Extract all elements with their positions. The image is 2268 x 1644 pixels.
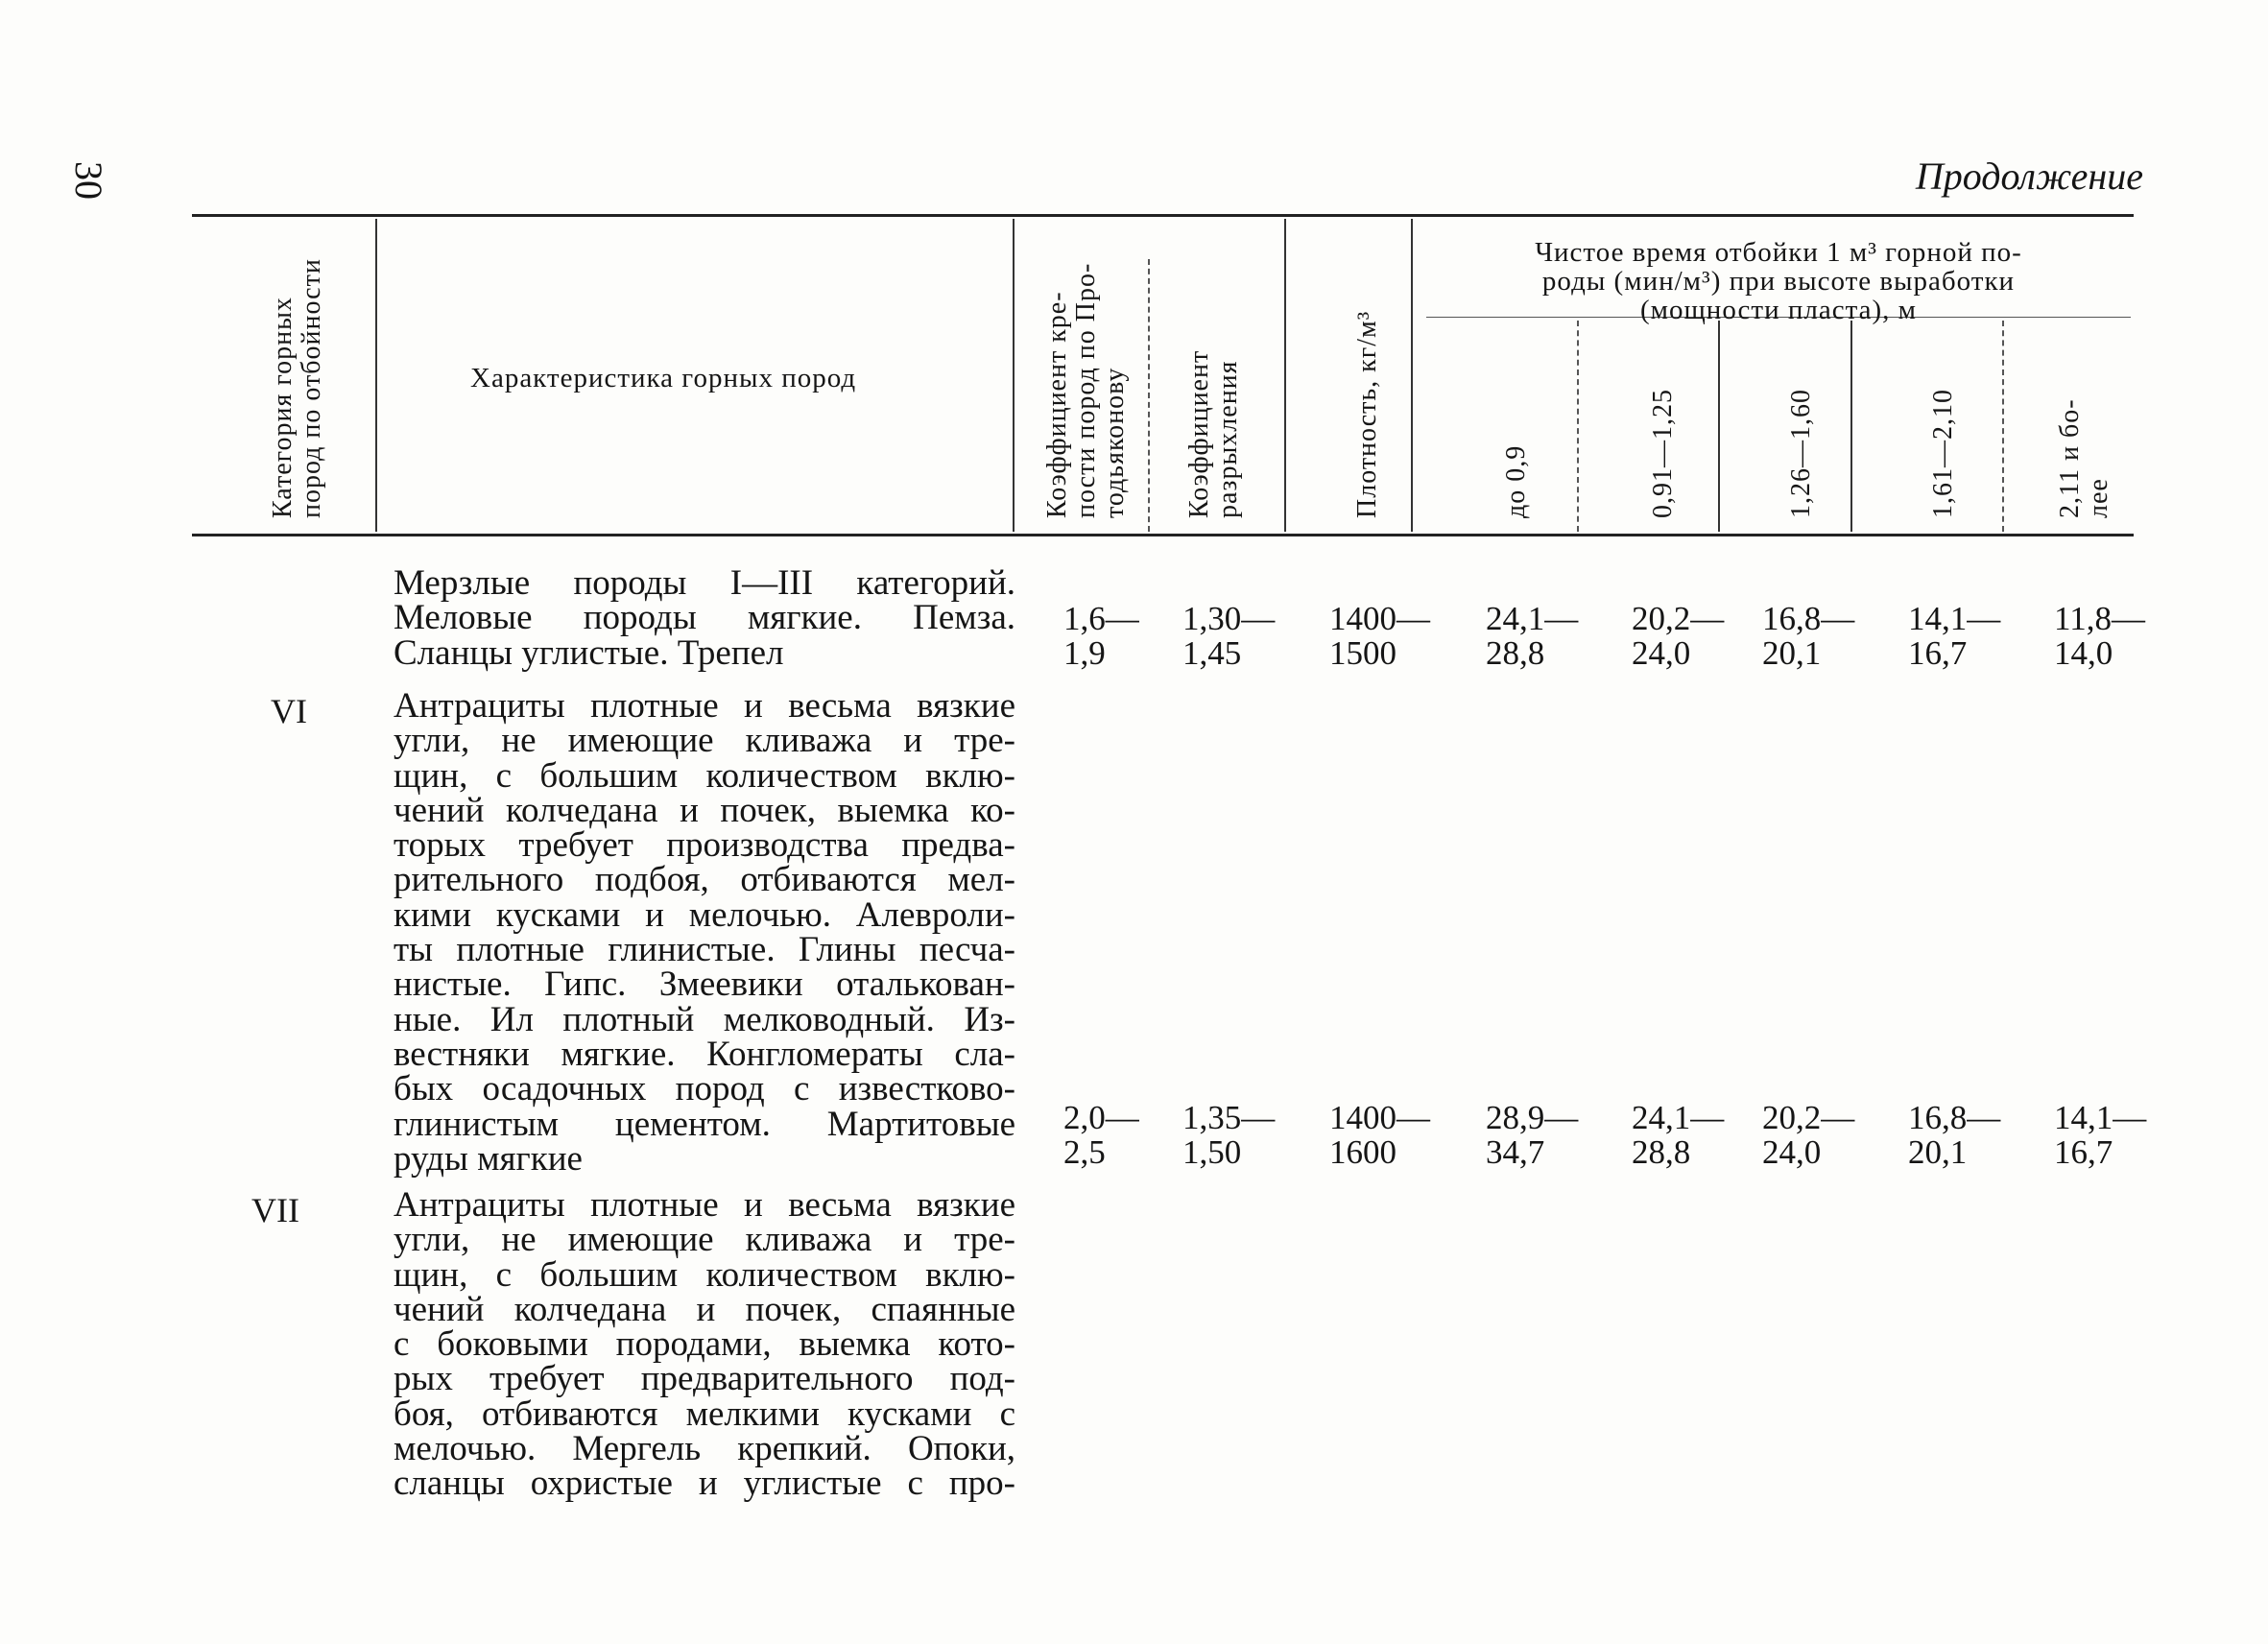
col-divider xyxy=(1850,321,1852,532)
table-top-rule xyxy=(192,214,2134,217)
col-divider xyxy=(1577,321,1579,532)
col-divider xyxy=(1718,321,1720,532)
header-characteristic: Характеристика горных пород xyxy=(470,363,857,393)
col-divider xyxy=(1284,219,1286,532)
header-loosening: Коэффициент разрыхления xyxy=(1184,349,1243,518)
cell-height-3: 16,8— 20,1 xyxy=(1762,600,1855,672)
header-time-group: Чистое время отбойки 1 м³ горной по- роды (мин/м³) при высоте выработки (мощности пласта), м xyxy=(1535,237,2022,325)
category-label: VII xyxy=(251,1191,299,1229)
cell-height-5: 11,8— 14,0 xyxy=(2054,600,2145,672)
cell-height-2: 24,1— 28,8 xyxy=(1632,1099,1725,1171)
row-description: Мерзлые породы I—III категорий. Меловые породы мягкие. Пемза. Сланцы углистые. Трепел xyxy=(394,563,1015,673)
row-description: Антрациты плотные и весьма вязкие угли, не имеющие кливажа и тре- щин, с большим количеством вклю- чений колчедана и почек, выемка ко- торых требует производства предва- рительного подбоя, отбиваются мел- кими кусками и мелочью. Алевроли- ты плотные глинистые. Глины песча- нистые. Гипс. Змеевики оталькован- ные. Ил плотный мелководный. Из- вестняки мягкие. Конгломераты сла- бых осадочных пород с известково- глинистым цементом. Мартитовые руды мягкие xyxy=(394,686,1015,1179)
header-hardness: Коэффициент кре- пости пород по Про- тодьяконову xyxy=(1042,262,1130,518)
col-divider xyxy=(1411,219,1413,532)
cell-height-4: 16,8— 20,1 xyxy=(1908,1099,2001,1171)
header-density: Плотность, кг/м³ xyxy=(1352,310,1382,518)
cell-height-3: 20,2— 24,0 xyxy=(1762,1099,1855,1171)
header-height-3: 1,26—1,60 xyxy=(1786,389,1816,518)
page-number: 30 xyxy=(67,161,110,200)
cell-density: 1400— 1500 xyxy=(1329,600,1430,672)
col-divider xyxy=(2002,321,2004,532)
header-height-1: до 0,9 xyxy=(1501,444,1531,518)
cell-hardness: 1,6— 1,9 xyxy=(1063,600,1139,672)
row-description: Антрациты плотные и весьма вязкие угли, не имеющие кливажа и тре- щин, с большим количеством вклю- чений колчедана и почек, спаянные с боковыми породами, выемка кото- рых требует предварительного под- боя, отбиваются мелкими кусками с мелочью. Мергель крепкий. Опоки, сланцы охристые и углистые с про- xyxy=(394,1185,1015,1504)
col-divider xyxy=(375,219,377,532)
cell-loosening: 1,35— 1,50 xyxy=(1182,1099,1276,1171)
cell-density: 1400— 1600 xyxy=(1329,1099,1430,1171)
header-category: Категория горных пород по отбойности xyxy=(268,258,326,518)
continuation-label: Продолжение xyxy=(1915,155,2143,198)
cell-hardness: 2,0— 2,5 xyxy=(1063,1099,1139,1171)
cell-height-1: 24,1— 28,8 xyxy=(1486,600,1579,672)
cell-height-4: 14,1— 16,7 xyxy=(1908,600,2001,672)
col-divider xyxy=(1148,259,1150,532)
header-height-5: 2,11 и бо- лее xyxy=(2055,398,2113,518)
cell-height-5: 14,1— 16,7 xyxy=(2054,1099,2147,1171)
category-label: VI xyxy=(271,692,307,730)
cell-height-2: 20,2— 24,0 xyxy=(1632,600,1725,672)
cell-loosening: 1,30— 1,45 xyxy=(1182,600,1276,672)
header-height-2: 0,91—1,25 xyxy=(1648,389,1678,518)
cell-height-1: 28,9— 34,7 xyxy=(1486,1099,1579,1171)
header-height-4: 1,61—2,10 xyxy=(1928,389,1958,518)
col-divider xyxy=(1013,219,1015,532)
table-header-bottom-rule xyxy=(192,534,2134,536)
